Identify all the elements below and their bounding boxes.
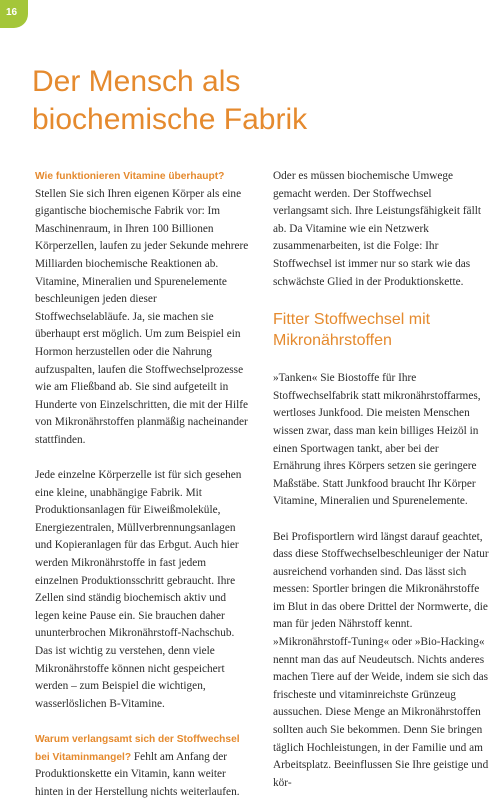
title-line-1: Der Mensch als [32, 65, 241, 98]
left-column [35, 168, 251, 801]
paragraph: Oder es müssen biochemische Umwege gemacht werden. Der Stoffwechsel verlangsamt sich. Ihre Leistungsfähigkeit fällt ab. Da Vitamine wie ein Netzwerk zusammenarbeiten, ist die Folge: Ihr Stoffwechsel ist immer nur so stark wie das schwächste Glied in der Produktionskette. [273, 170, 481, 288]
paragraph: Jede einzelne Körperzelle ist für sich gesehen eine kleine, unabhängige Fabrik. Mit Produktionsanlagen für Eiweißmoleküle, Energiezentralen, Müllverbrennungsanlagen und Kopieranlagen für das Erbgut. Auch hier werden Mikronährstoffe in fast jedem einzelnen Produktionsschritt gebraucht. Ihre Zellen sind ständig biochemisch aktiv und legen keine Pause ein. Sie brauchen daher ununterbrochen Mikronährstoff-Nachschub. Das ist wichtig zu verstehen, denn viele Mikronährstoffe können nicht gespeichert werden – zum Beispiel die wichtigen, wasserlöslichen B-Vitamine. [35, 469, 242, 710]
lead-in-heading: Warum verlangsamt sich der Stoffwechsel bei Vitaminmangel? [35, 734, 240, 763]
paragraph-text: Stellen Sie sich Ihren eigenen Körper als eine gigantische biochemische Fabrik vor: Im Maschinenraum, in Ihren 100 Billionen Körperzellen, laufen zu jeder Sekunde mehrere Milliarden biochemische Reaktionen ab. Vitamine, Mineralien und Spurenelemente beschleunigen jeden dieser Stoffwechselabläufe. Ja, sie machen sie überhaupt erst möglich. Um zum Beispiel ein Hormon herzustellen oder die Nahrung aufzuspalten, laufen die Stoffwechselprozesse wie am Fließband ab. Sie sind aufgeteilt in Hunderte von Einzelschritten, die mit der Hilfe von Mikronährstoffen planmäßig nacheinander stattfinden. [35, 187, 249, 446]
paragraph-text: Fehlt am Anfang der Produktionskette ein Vitamin, kann weiter hinten in der Herstellung nichts weiterlaufen. [35, 750, 240, 798]
paragraph [35, 168, 251, 450]
page-title [32, 63, 462, 139]
paragraph: Bei Profisportlern wird längst darauf geachtet, dass diese Stoffwechselbeschleuniger der Natur ausreichend vorhanden sind. Das lässt sich messen: Sportler bringen die Mikronährstoffe im Blut in das obere Drittel der Normwerte, die man für jeden Nährstoff kennt. »Mikronährstoff-Tuning« oder »Bio-Hacking« nennt man das auf Neudeutsch. Nichts anderes machen Tiere auf der Weide, indem sie sich das frischeste und vitaminreichste Grünzeug aussuchen. Diese Menge an Mikronährstoffen sollten auch Sie bekommen. Denn Sie bringen täglich Hochleistungen, in der Familie und am Arbeitsplatz. Beeinflussen Sie Ihre geistige und kör- [273, 530, 489, 789]
lead-in-heading: Wie funktionieren Vitamine überhaupt? [35, 171, 225, 182]
title-line-2: biochemische Fabrik [32, 103, 308, 136]
paragraph: »Tanken« Sie Biostoffe für Ihre Stoffwechselfabrik statt mikronährstoffarmes, wertloses Junkfood. Die meisten Menschen wissen zwar, dass man kein billiges Heizöl in einen Sportwagen tankt, aber bei der Ernährung ihres Körpers setzen sie geringere Maßstäbe. Statt Junkfood braucht Ihr Körper Vitamine, Mineralien und Spurenelemente. [273, 372, 481, 508]
right-column [273, 168, 489, 792]
section-heading: Fitter Stoffwechsel mit Mikronährstoffen [273, 311, 431, 350]
page-number: 16 [6, 7, 18, 18]
paragraph [35, 731, 251, 801]
page-number-badge [0, 0, 28, 28]
